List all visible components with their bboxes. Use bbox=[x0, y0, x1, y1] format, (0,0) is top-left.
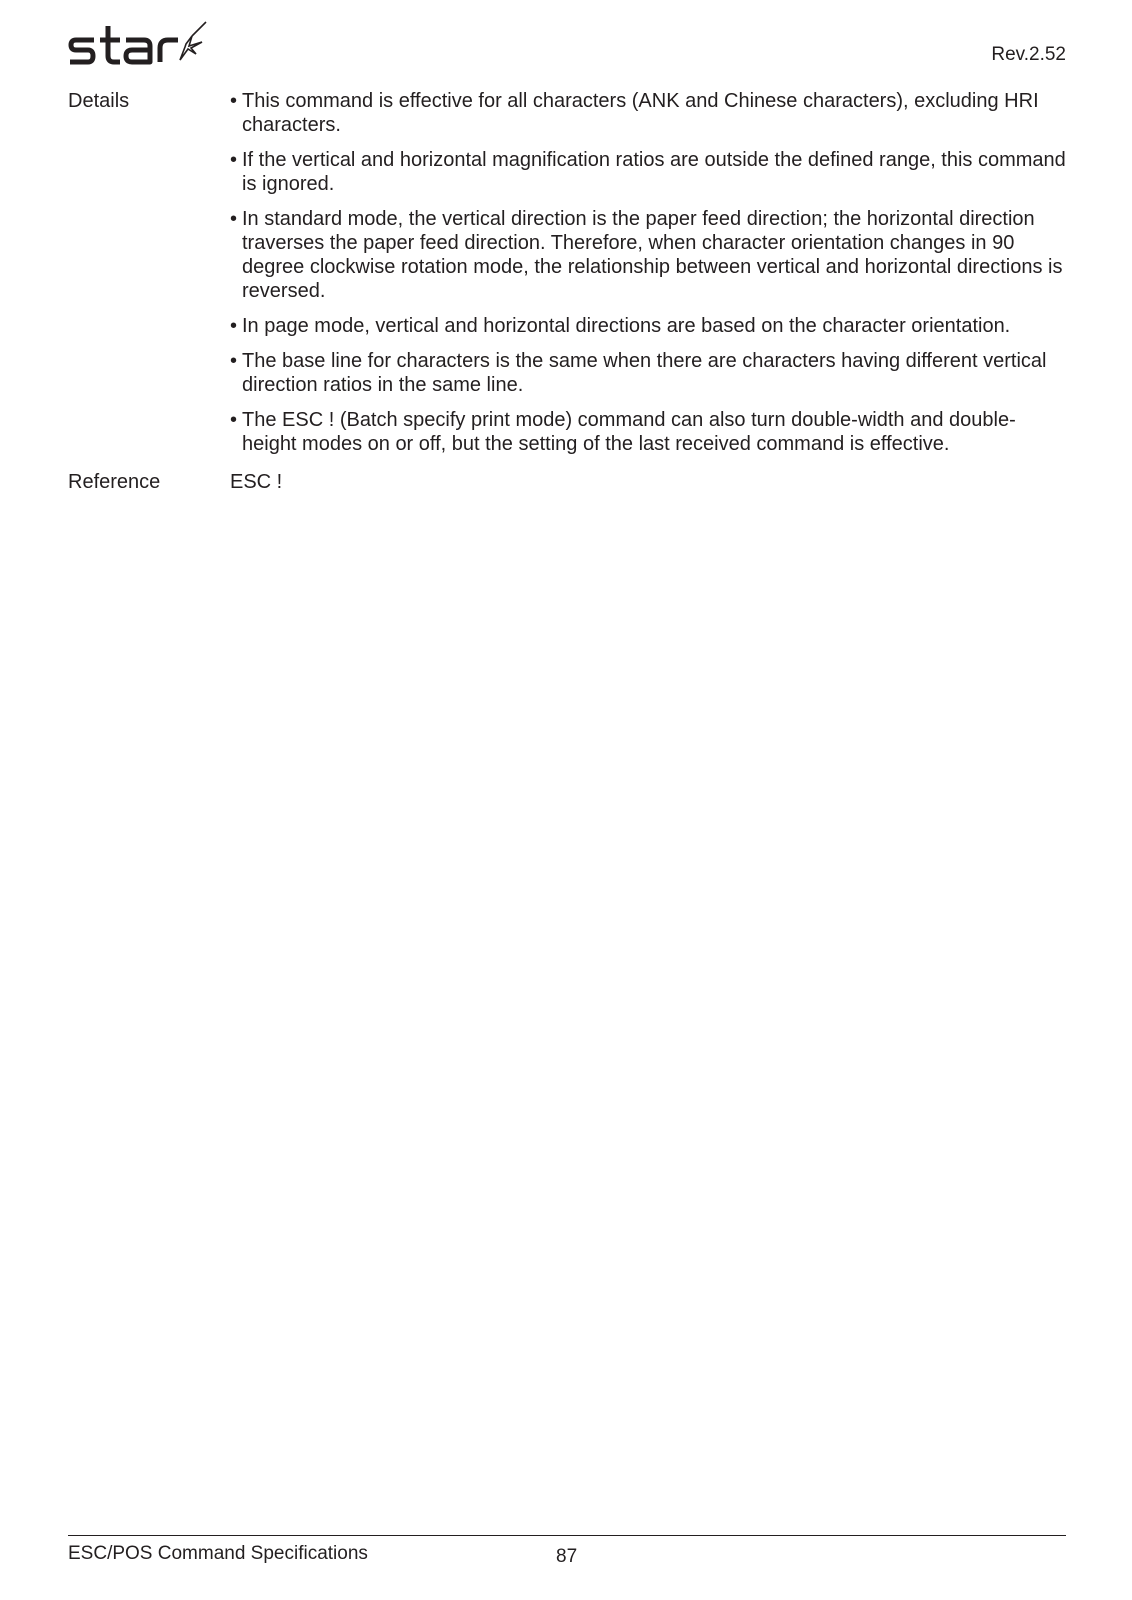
footer-divider bbox=[68, 1535, 1066, 1536]
details-bullet: • In standard mode, the vertical direction is the paper feed direction; the horizontal direction traverses the paper feed direction. Therefore, when character orientation changes in 90 degree clockwise rotation mode, the relationship between vertical and horizontal directions is reversed. bbox=[230, 207, 1066, 303]
reference-value: ESC ! bbox=[230, 471, 283, 493]
details-bullet: • The ESC ! (Batch specify print mode) command can also turn double-width and double-height modes on or off, but the setting of the last received command is effective. bbox=[230, 408, 1066, 456]
details-bullet: • If the vertical and horizontal magnification ratios are outside the defined range, this command is ignored. bbox=[230, 148, 1066, 196]
details-bullet: • This command is effective for all characters (ANK and Chinese characters), excluding HRI characters. bbox=[230, 89, 1066, 137]
details-list bbox=[230, 89, 1066, 456]
page-number: 87 bbox=[556, 1546, 578, 1567]
footer-title: ESC/POS Command Specifications bbox=[68, 1543, 368, 1564]
reference-section bbox=[68, 470, 1066, 494]
star-logo-icon bbox=[68, 20, 210, 70]
star-logo bbox=[68, 20, 210, 70]
reference-label: Reference bbox=[68, 471, 161, 493]
details-bullet: • The base line for characters is the same when there are characters having different vertical direction ratios in the same line. bbox=[230, 349, 1066, 397]
details-section bbox=[68, 89, 1066, 467]
revision-label: Rev.2.52 bbox=[991, 44, 1066, 65]
details-label: Details bbox=[68, 90, 130, 112]
details-bullet: • In page mode, vertical and horizontal directions are based on the character orientation. bbox=[230, 314, 1066, 338]
